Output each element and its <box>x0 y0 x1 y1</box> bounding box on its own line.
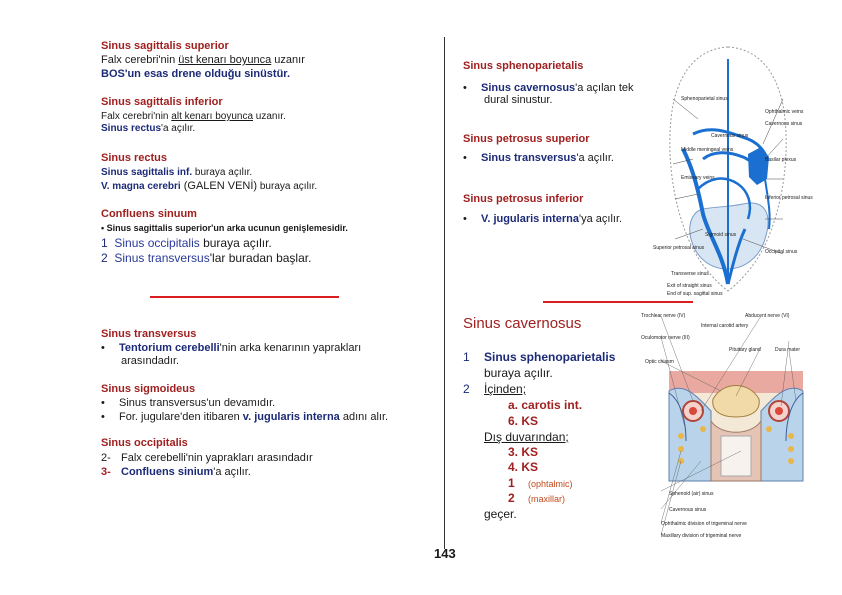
column-divider <box>444 37 445 549</box>
fig1-label-12: Inferior petrosal sinus <box>765 195 813 201</box>
petsup-title: Sinus petrosus superior <box>463 133 590 145</box>
fig2-label-2: Internal carotid artery <box>701 323 749 329</box>
fig1-label-1: Middle meningeal veins <box>681 147 734 153</box>
petinf-title: Sinus petrosus inferior <box>463 193 584 205</box>
cav-line1-cont: buraya açılır. <box>484 366 553 380</box>
cavernosus-title: Sinus cavernosus <box>463 315 582 332</box>
rectus-title: Sinus rectus <box>101 152 168 164</box>
petsup-line1: • Sinus transversus'a açılır. <box>463 152 614 164</box>
fig1-label-7: Exit of straight sinus <box>667 283 712 289</box>
sss-title: Sinus sagittalis superior <box>101 40 229 52</box>
cav-line4: 6. KS <box>508 414 539 428</box>
transversus-title: Sinus transversus <box>101 328 197 340</box>
confluens-line2: 1 Sinus occipitalis buraya açılır. <box>101 236 272 250</box>
transversus-bullet1: • Tentorium cerebelli'nin arka kenarının yaprakları <box>101 342 362 354</box>
cav-line10: geçer. <box>484 507 517 521</box>
fig2-label-10: Maxillary division of trigeminal nerve <box>661 533 742 539</box>
sss-line2: BOS'un esas drene olduğu sinüstür. <box>101 68 291 80</box>
rectus-line2: V. magna cerebri (GALEN VENİ) buraya açılır. <box>101 180 318 192</box>
fig1-label-5: Sigmoid sinus <box>705 232 737 238</box>
separator-left <box>150 296 339 298</box>
fig1-label-2: Emissary veins <box>681 175 715 181</box>
fig1-label-4: Superior petrosal sinus <box>653 245 705 251</box>
fig2-label-1: Abducent nerve (VI) <box>745 313 790 319</box>
rectus-line1: Sinus sagittalis inf. buraya açılır. <box>101 167 253 178</box>
cavernous-sinus-illustration <box>641 311 803 543</box>
confluens-title: Confluens sinuum <box>101 208 197 220</box>
fig2-label-3: Oculomotor nerve (III) <box>641 335 690 341</box>
fig1-label-8: End of sup. sagittal sinus <box>667 291 723 297</box>
fig2-label-7: Sphenoid (air) sinus <box>669 491 714 497</box>
fig1-label-3: Cavernous sinus <box>711 133 749 139</box>
sigmoideus-bullet1: • Sinus transversus'un devamıdır. <box>101 397 276 409</box>
sss-line1: Falx cerebri'nin üst kenarı boyunca uzanır <box>101 54 305 66</box>
page-number: 143 <box>434 546 456 561</box>
spheno-title: Sinus sphenoparietalis <box>463 60 584 72</box>
cav-line5: Dış duvarından; <box>484 430 569 444</box>
cav-line3: a. carotis int. <box>508 398 583 412</box>
separator-right <box>543 301 693 303</box>
fig2-label-9: Ophthalmic division of trigeminal nerve <box>661 521 747 527</box>
sigmoideus-bullet2: • For. jugulare'den itibaren v. jugularis interna adını alır. <box>101 411 389 423</box>
cav-line9: 2 (maxillar) <box>508 491 565 505</box>
fig2-label-5: Dura mater <box>775 347 801 353</box>
confluens-line3: 2 Sinus transversus'lar buradan başlar. <box>101 251 312 265</box>
cav-line6: 3. KS <box>508 445 539 459</box>
spheno-line2: dural sinustur. <box>484 94 553 106</box>
occipitalis-line1: 2- Falx cerebelli'nin yaprakları arasındadır <box>101 452 313 464</box>
spheno-line1: • Sinus cavernosus'a açılan tek <box>463 82 634 94</box>
dural-sinuses-figure <box>652 38 813 300</box>
fig1-label-13: Occipital sinus <box>765 249 798 255</box>
dural-sinuses-illustration <box>653 39 803 299</box>
transversus-bullet1-cont: arasındadır. <box>121 355 180 367</box>
petinf-line1: • V. jugularis interna'ya açılır. <box>463 213 623 225</box>
cav-line2: 2 İçinden; <box>463 382 527 396</box>
fig2-label-4: Pituitary gland <box>729 347 761 353</box>
fig2-label-8: Cavernous sinus <box>669 507 707 513</box>
sigmoideus-title: Sinus sigmoideus <box>101 383 196 395</box>
cavernous-sinus-figure <box>640 310 804 544</box>
fig1-label-11: Basilar plexus <box>765 157 797 163</box>
confluens-line1: • Sinus sagittalis superior'un arka ucunun genişlemesidir. <box>101 223 348 233</box>
fig1-label-9: Ophthalmic veins <box>765 109 804 115</box>
fig2-label-0: Trochlear nerve (IV) <box>641 313 686 319</box>
sis-line1: Falx cerebri'nin alt kenarı boyunca uzanır. <box>101 111 286 122</box>
fig1-label-10: Cavernous sinus <box>765 121 803 127</box>
fig1-label-0: Sphenoparietal sinus <box>681 96 728 102</box>
fig2-label-6: Optic chiasm <box>645 359 674 365</box>
sis-title: Sinus sagittalis inferior <box>101 96 223 108</box>
fig1-label-6: Transverse sinus <box>671 271 709 277</box>
cav-line1: 1 Sinus sphenoparietalis <box>463 350 616 364</box>
cav-line7: 4. KS <box>508 460 539 474</box>
sis-line2: Sinus rectus'a açılır. <box>101 123 196 134</box>
occipitalis-title: Sinus occipitalis <box>101 437 188 449</box>
cav-line8: 1 (ophtalmic) <box>508 476 573 490</box>
occipitalis-line2: 3- Confluens sinium'a açılır. <box>101 466 251 478</box>
